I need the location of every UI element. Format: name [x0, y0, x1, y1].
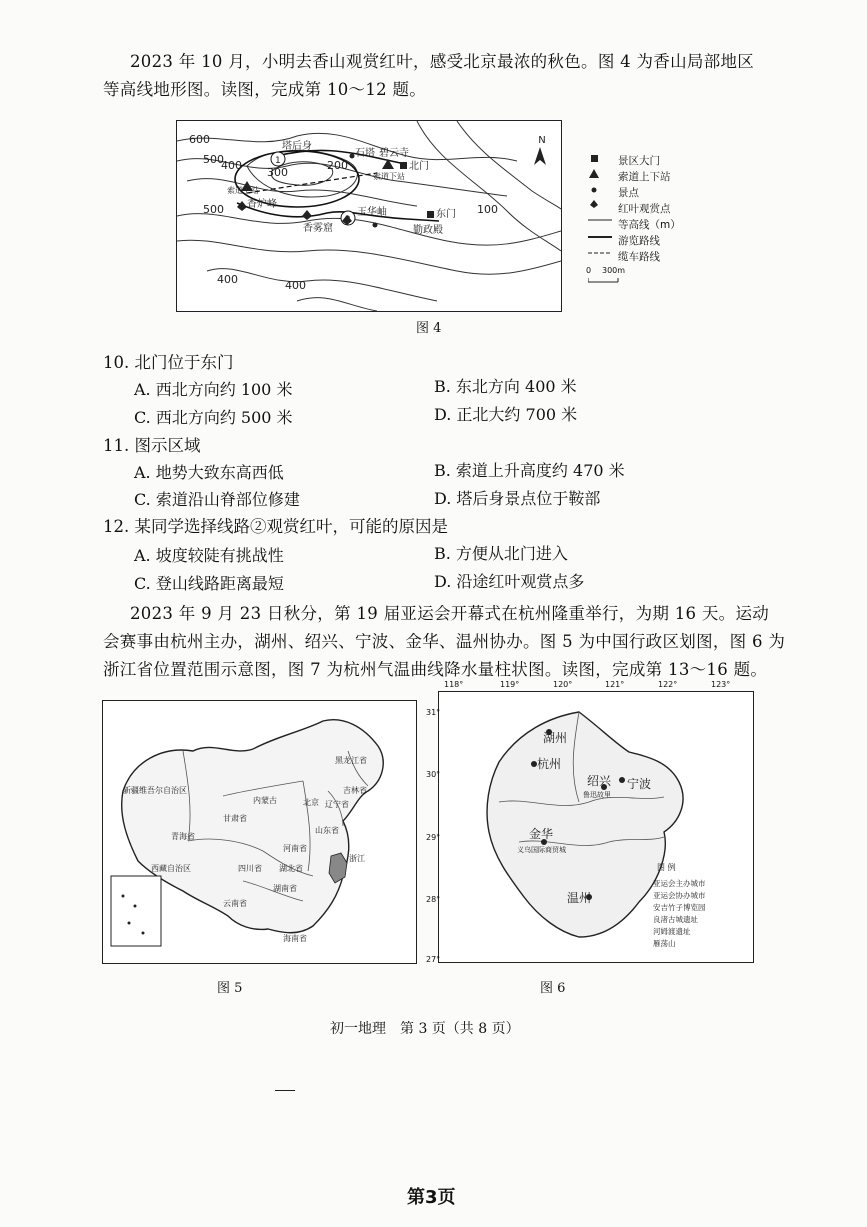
sublabel: 义乌国际商贸城 — [517, 846, 566, 854]
province-label: 青海省 — [171, 832, 195, 841]
contour-label: 200 — [327, 159, 348, 172]
legend-item: 等高线（m） — [618, 219, 681, 231]
lon-label: 118° — [444, 680, 464, 689]
north-label: N — [538, 135, 546, 146]
place-label: 碧云寺 — [379, 148, 409, 159]
scale-zero: 0 — [586, 266, 592, 275]
lon-label: 123° — [711, 680, 731, 689]
legend-item: 索道上下站 — [618, 171, 671, 183]
province-label: 新疆维吾尔自治区 — [123, 786, 187, 795]
city-label: 湖州 — [543, 731, 568, 745]
province-label: 湖南省 — [273, 884, 297, 893]
place-label: 北门 — [409, 161, 429, 172]
figure-6-caption: 图 6 — [540, 981, 566, 996]
option: C. 登山线路距离最短 — [134, 574, 284, 593]
scale-unit: 300m — [602, 266, 626, 275]
city-label: 绍兴 — [587, 774, 612, 788]
option: A. 地势大致东高西低 — [134, 463, 284, 482]
legend-item: 雁荡山 — [653, 939, 676, 948]
figure-5-caption: 图 5 — [217, 981, 243, 996]
option: A. 坡度较陡有挑战性 — [134, 546, 284, 565]
province-label: 海南省 — [283, 934, 307, 943]
intro1-line1: 2023 年 10 月，小明去香山观赏红叶，感受北京最浓的秋色。图 4 为香山局部地区 — [130, 52, 755, 71]
page-footer: 初一地理 第 3 页（共 8 页） — [330, 1021, 520, 1037]
contour-map-svg — [177, 121, 561, 311]
place-label: 塔后身 — [282, 141, 312, 152]
intro2-line1: 2023 年 9 月 23 日秋分，第 19 届亚运会开幕式在杭州隆重举行，为期 16 天。运动 — [130, 604, 770, 623]
page-label: 第3页 — [407, 1187, 456, 1208]
legend-item: 亚运会协办城市 — [653, 891, 706, 900]
lat-label: 28° — [426, 895, 441, 904]
contour-label: 600 — [189, 133, 210, 146]
province-label: 甘肃省 — [223, 814, 247, 823]
contour-label: 100 — [477, 203, 498, 216]
route-number: 2 — [345, 215, 351, 225]
contour-label: 400 — [285, 279, 306, 292]
legend-title: 图 例 — [657, 863, 676, 872]
place-label: 索道下站 — [373, 172, 405, 181]
province-label: 河南省 — [283, 844, 307, 853]
question-stem: 图示区域 — [134, 436, 201, 455]
legend-item: 良渚古城遗址 — [653, 915, 698, 924]
legend-item: 红叶观赏点 — [618, 203, 671, 215]
place-label: 香炉峰 — [247, 199, 277, 210]
city-label: 宁波 — [627, 777, 652, 791]
province-label: 辽宁省 — [325, 800, 349, 809]
option: C. 索道沿山脊部位修建 — [134, 490, 300, 509]
intro1-line2: 等高线地形图。读图，完成第 10～12 题。 — [103, 80, 427, 99]
province-label: 浙江 — [349, 854, 365, 863]
figure-4-caption: 图 4 — [416, 321, 442, 336]
route-number: 1 — [275, 156, 281, 166]
city-label: 温州 — [567, 891, 592, 905]
contour-label: 300 — [267, 166, 288, 179]
option: B. 索道上升高度约 470 米 — [434, 461, 625, 480]
lat-label: 30° — [426, 770, 441, 779]
lat-label: 27° — [426, 955, 441, 964]
province-label: 内蒙古 — [253, 796, 277, 805]
lon-label: 121° — [605, 680, 625, 689]
question-stem: 某同学选择线路②观赏红叶，可能的原因是 — [134, 517, 448, 536]
intro2-line2: 会赛事由杭州主办，湖州、绍兴、宁波、金华、温州协办。图 5 为中国行政区划图，图 6 为 — [103, 632, 786, 651]
province-label: 云南省 — [223, 899, 247, 908]
lon-label: 120° — [553, 680, 573, 689]
figure-6-zhejiang-map — [438, 691, 754, 963]
province-label: 吉林省 — [343, 786, 367, 795]
province-label: 山东省 — [315, 826, 339, 835]
legend-item: 景点 — [618, 187, 639, 199]
city-label: 金华 — [529, 827, 554, 841]
option: C. 西北方向约 500 米 — [134, 408, 293, 427]
place-label: 香雾窟 — [303, 223, 333, 234]
place-label: 东门 — [436, 209, 456, 220]
province-label: 黑龙江省 — [335, 756, 367, 765]
china-map-svg — [103, 701, 416, 963]
option: A. 西北方向约 100 米 — [134, 380, 293, 399]
legend-item: 河姆渡遗址 — [653, 927, 691, 936]
figure-5-china-map — [102, 700, 417, 964]
legend-item: 亚运会主办城市 — [653, 879, 706, 888]
figure-4-contour-map — [176, 120, 562, 312]
option: D. 塔后身景点位于鞍部 — [434, 489, 601, 508]
place-label: 勤政殿 — [413, 225, 443, 236]
sublabel: 鲁迅故里 — [583, 791, 611, 799]
lat-label: 31° — [426, 708, 441, 717]
province-label: 湖北省 — [279, 864, 303, 873]
legend-item: 游览路线 — [618, 235, 660, 247]
legend-item: 景区大门 — [618, 155, 660, 167]
divider — [275, 1090, 295, 1091]
contour-label: 400 — [217, 273, 238, 286]
lon-label: 122° — [658, 680, 678, 689]
option: D. 正北大约 700 米 — [434, 405, 578, 424]
question-stem: 北门位于东门 — [134, 353, 234, 372]
intro2-line3: 浙江省位置范围示意图，图 7 为杭州气温曲线降水量柱状图。读图，完成第 13～16 题。 — [103, 660, 768, 679]
zhejiang-map-svg — [439, 692, 753, 962]
question-number: 10. — [103, 353, 130, 372]
city-label: 杭州 — [537, 757, 562, 771]
place-label: 玉华岫 — [357, 207, 387, 218]
legend-item: 安吉竹子博览园 — [653, 903, 706, 912]
question-number: 11. — [103, 436, 130, 455]
province-label: 四川省 — [238, 864, 262, 873]
province-label: 北京 — [303, 798, 319, 807]
contour-label: 500 — [203, 153, 224, 166]
option: D. 沿途红叶观赏点多 — [434, 572, 585, 591]
question-number: 12. — [103, 517, 130, 536]
option: B. 东北方向 400 米 — [434, 377, 577, 396]
lon-label: 119° — [500, 680, 520, 689]
place-label: 索道上站 — [227, 186, 259, 195]
option: B. 方便从北门进入 — [434, 544, 568, 563]
lat-label: 29° — [426, 833, 441, 842]
figure-4-legend — [588, 150, 728, 304]
province-label: 西藏自治区 — [151, 864, 191, 873]
place-label: 石塔 — [355, 148, 375, 159]
legend-item: 缆车路线 — [618, 251, 660, 263]
contour-label: 500 — [203, 203, 224, 216]
contour-label: 400 — [221, 159, 242, 172]
